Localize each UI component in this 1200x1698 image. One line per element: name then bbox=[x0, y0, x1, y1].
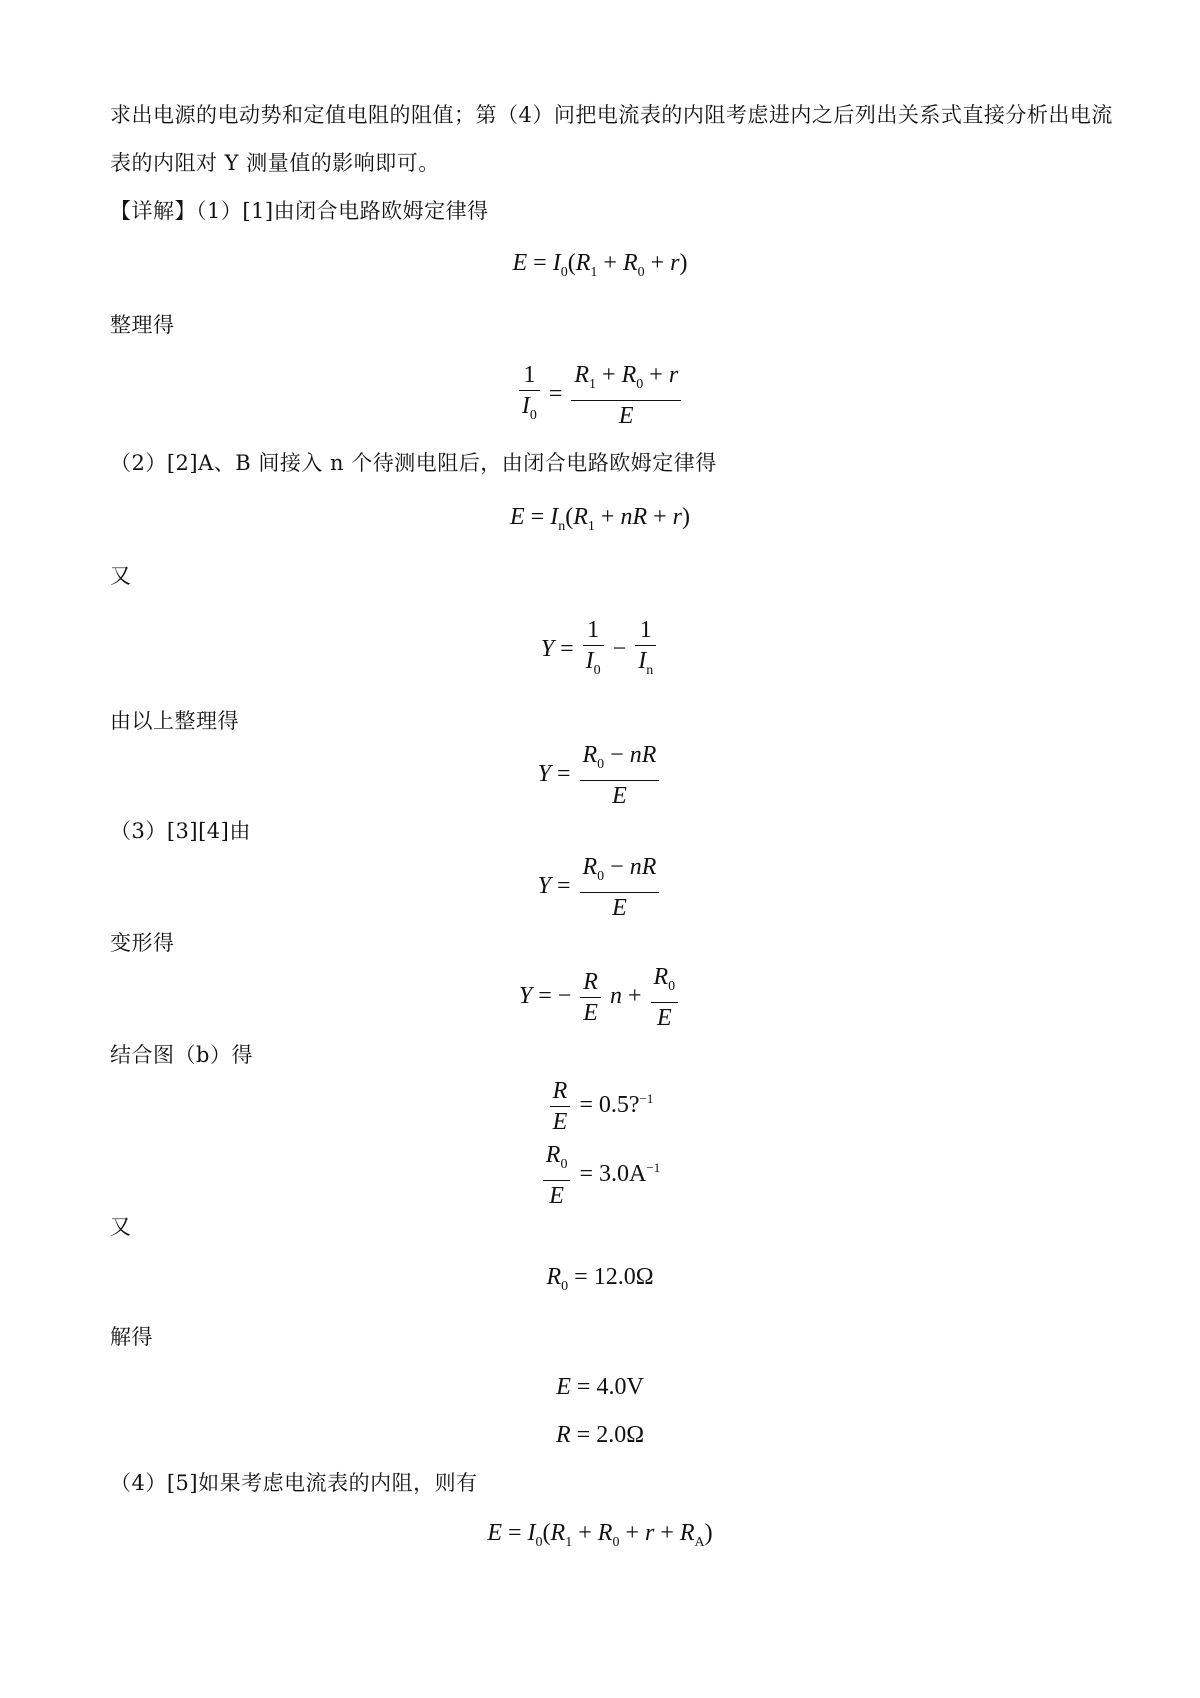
paragraph-line: 变形得 bbox=[110, 931, 175, 955]
equation-y-result: Y = $\frac{R_0 - nR}{E}$ bbox=[0, 740, 1200, 811]
equation-reciprocal-current: $\frac{1}{I_0}$ = $\frac{R_1 + R_0 + r}{E}$ bbox=[0, 360, 1200, 431]
equation-y-linear-form: Y = − $\frac{R}{E}$ n + $\frac{R_0}{E}$ bbox=[0, 962, 1200, 1033]
paragraph-line: （2）[2]A、B 间接入 n 个待测电阻后，由闭合电路欧姆定律得 bbox=[110, 451, 717, 475]
paragraph-line: 求出电源的电动势和定值电阻的阻值；第（4）问把电流表的内阻考虑进内之后列出关系式直接分析出电流 bbox=[110, 103, 1113, 127]
equation-r0-value: $R_0 = 12.0\Omega$ bbox=[546, 1264, 654, 1294]
equation-ohm-law-1: $E = I_0(R_1 + R_0 + r)$ bbox=[512, 250, 688, 280]
equation-slope: $\frac{R}{E}$ = 0.5?$^{-1}$ bbox=[0, 1076, 1200, 1137]
paragraph-line: 结合图（b）得 bbox=[110, 1043, 253, 1067]
paragraph-line: 由以上整理得 bbox=[110, 709, 239, 733]
equation-ohm-law-n: $E = I_n(R_1$ + nR + r) bbox=[510, 504, 690, 534]
equation-y-result-repeat: Y = $\frac{R_0 - nR}{E}$ bbox=[0, 852, 1200, 923]
paragraph-line: 表的内阻对 Y 测量值的影响即可。 bbox=[110, 151, 440, 175]
equation-with-ammeter-resistance: $E = I_0(R_1 + R_0 + r + R_A)$ bbox=[487, 1520, 713, 1550]
equation-intercept: $\frac{R_0}{E}$ = $3.0A^{-1}$ bbox=[0, 1140, 1200, 1211]
paragraph-line: （4）[5]如果考虑电流表的内阻，则有 bbox=[110, 1471, 478, 1495]
paragraph-line: 解得 bbox=[110, 1325, 153, 1349]
paragraph-line: 又 bbox=[110, 1215, 132, 1239]
equation-r-value: R = 2.0Ω bbox=[555, 1422, 645, 1448]
paragraph-line: （3）[3][4]由 bbox=[110, 819, 251, 843]
paragraph-line: 整理得 bbox=[110, 313, 175, 337]
equation-y-definition: Y = $\frac{1}{I_0}$ − $\frac{1}{I_n}$ bbox=[0, 615, 1200, 686]
section-heading: 【详解】（1）[1]由闭合电路欧姆定律得 bbox=[110, 199, 489, 223]
paragraph-line: 又 bbox=[110, 564, 132, 588]
equation-e-value: E = 4.0V bbox=[556, 1374, 644, 1400]
